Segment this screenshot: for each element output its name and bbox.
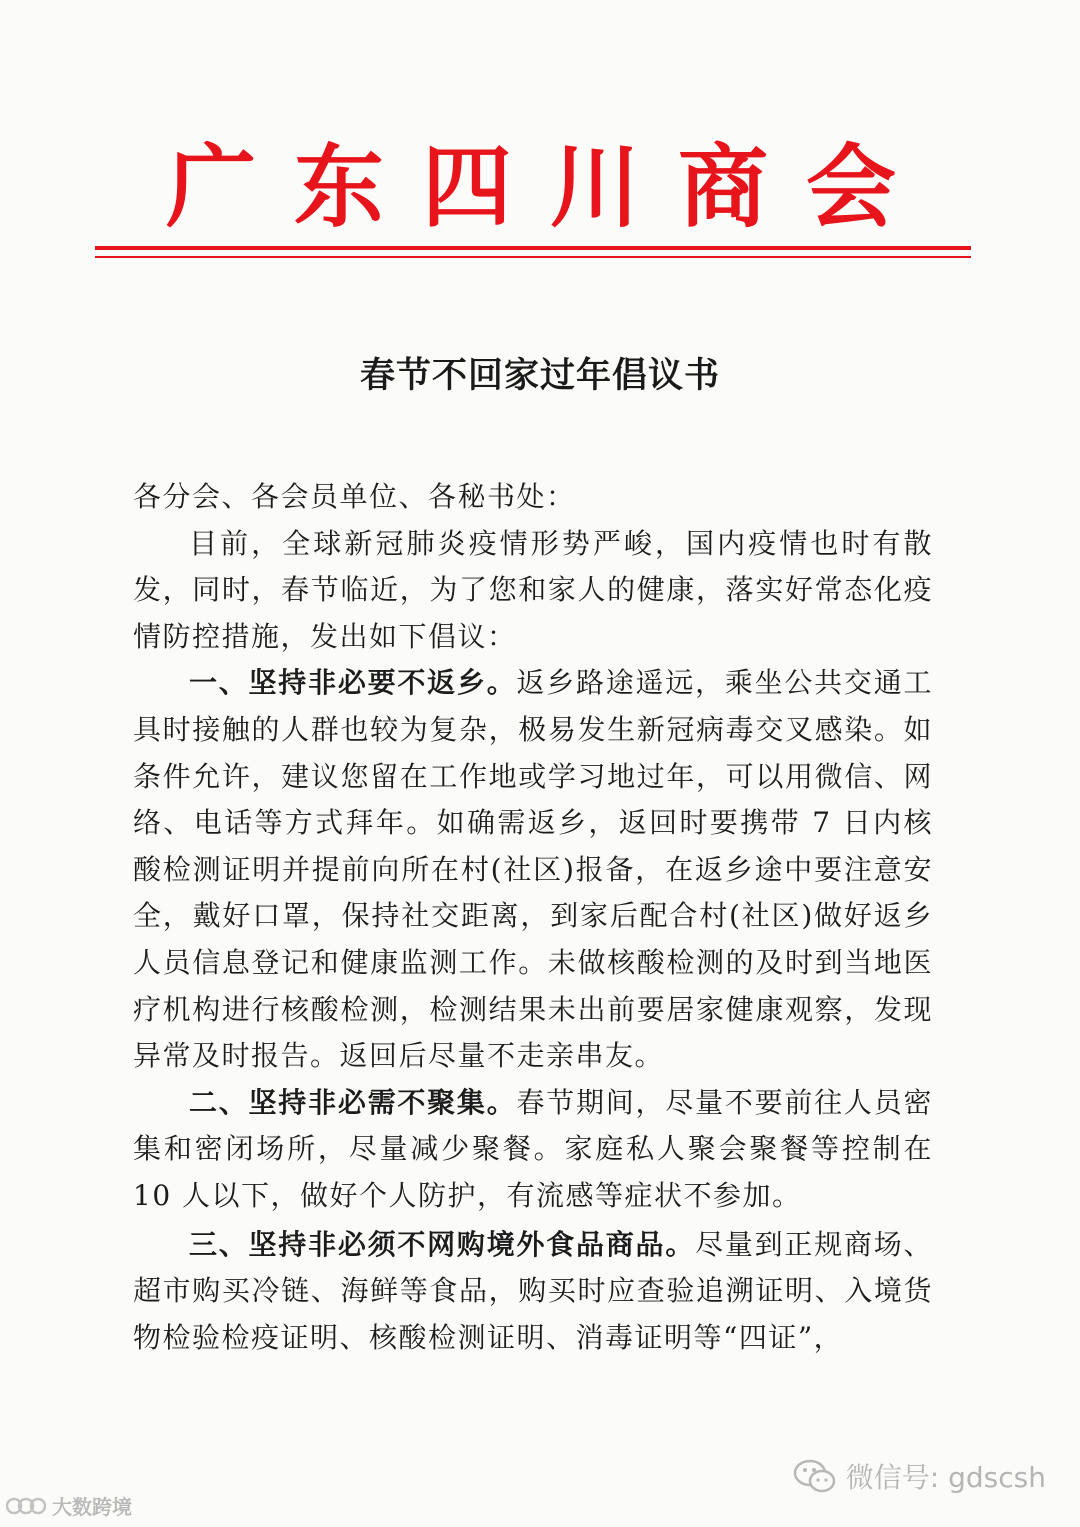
item-text: 春节期间，尽量不要前往人员密集和密闭场所，尽量减少聚餐。家庭私人聚会聚餐等控制在 10 人以下，做好个人防护，有流感等症状不参加。	[133, 1085, 933, 1212]
item-text: 尽量到正规商场、超市购买冷链、海鲜等食品，购买时应查验追溯证明、入境货物检验检疫证明、核酸检测证明、消毒证明等“四证”，	[133, 1227, 933, 1354]
watermark-right	[792, 1456, 1046, 1496]
organization-letterhead: 广东四川商会	[166, 135, 934, 240]
wechat-icon	[792, 1457, 838, 1495]
document-body	[133, 474, 933, 1361]
intro-paragraph: 目前，全球新冠肺炎疫情形势严峻，国内疫情也时有散发，同时，春节临近，为了您和家人的健康，落实好常态化疫情防控措施，发出如下倡议：	[133, 526, 933, 653]
item-heading: 三、坚持非必须不网购境外食品商品。	[189, 1227, 696, 1261]
item-paragraph	[133, 1080, 933, 1220]
item-text: 返乡路途遥远，乘坐公共交通工具时接触的人群也较为复杂，极易发生新冠病毒交叉感染。如条件允许，建议您留在工作地或学习地过年，可以用微信、网络、电话等方式拜年。如确需返乡，返回时要携带 7 日内核酸检测证明并提前向所在村(社区)报备，在返乡途中要注意安全，戴好口罩，保持社交距离，到家后配合村(社区)做好返乡人员信息登记和健康监测工作。未做核酸检测的及时到当地医疗机构进行核酸检测，检测结果未出前要居家健康观察，发现异常及时报告。返回后尽量不走亲串友。	[133, 666, 933, 1073]
watermark-left	[6, 1491, 132, 1520]
letterhead-rule-thin	[95, 256, 971, 258]
item-heading: 二、坚持非必需不聚集。	[189, 1085, 517, 1119]
salutation: 各分会、各会员单位、各秘书处：	[133, 480, 576, 513]
watermark-right-text: 微信号: gdscsh	[845, 1461, 1046, 1494]
item-heading: 一、坚持非必要不返乡。	[189, 666, 517, 700]
letterhead-rule-thick	[95, 246, 971, 250]
watermark-logo-icon	[6, 1495, 46, 1517]
document-title: 春节不回家过年倡议书	[359, 356, 720, 396]
watermark-left-text: 大数跨境	[52, 1495, 132, 1519]
item-paragraph	[133, 660, 933, 1079]
item-paragraph	[133, 1222, 933, 1362]
